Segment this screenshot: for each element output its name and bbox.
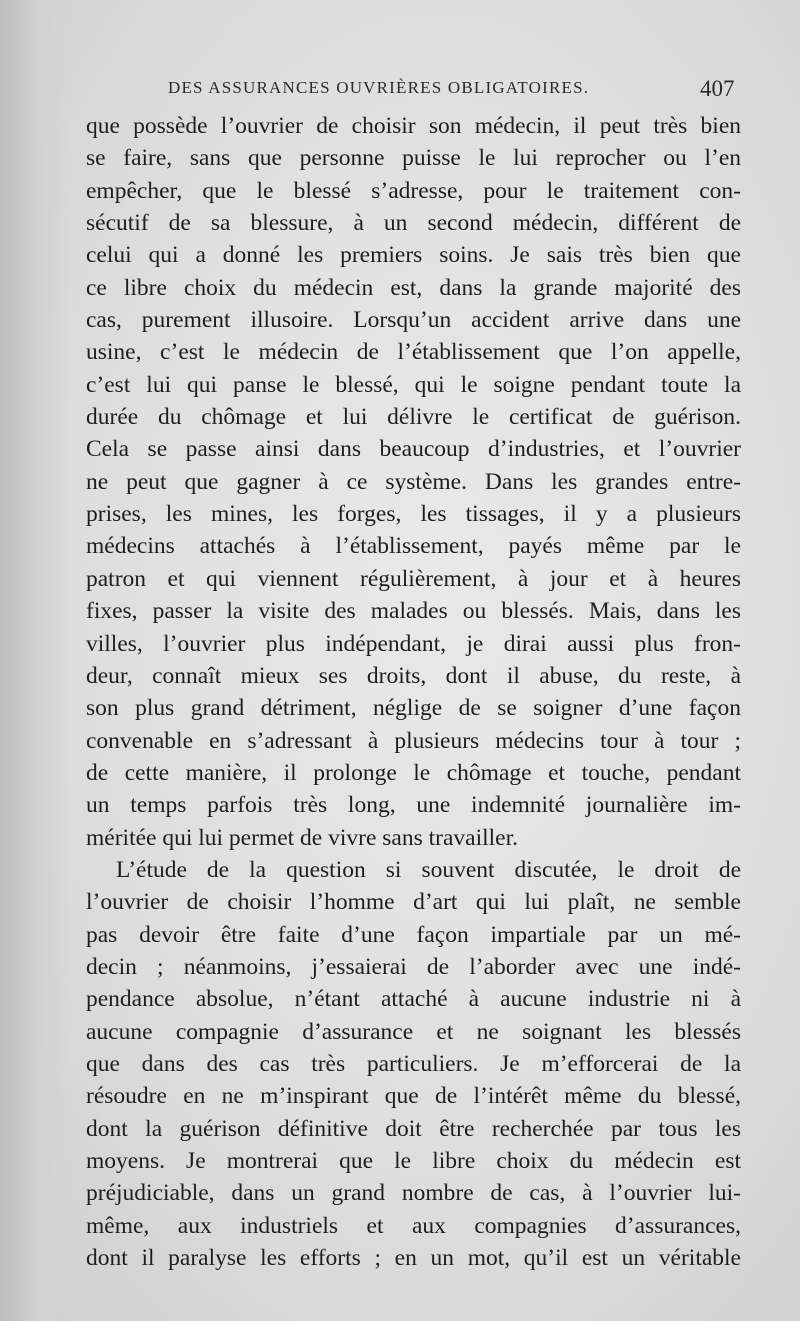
text-line: aucune compagnie d’assurance et ne soignant les blessés: [86, 1018, 741, 1045]
text-line: L’étude de la question si souvent discutée, le droit de: [116, 856, 741, 883]
text-line: que dans des cas très particuliers. Je m’efforcerai de la: [86, 1050, 741, 1077]
text-line: patron et qui viennent régulièrement, à jour et à heures: [86, 565, 741, 592]
text-line: c’est lui qui panse le blessé, qui le soigne pendant toute la: [86, 371, 741, 398]
text-line: durée du chômage et lui délivre le certificat de guérison.: [86, 404, 741, 431]
text-line: usine, c’est le médecin de l’établissement que l’on appelle,: [86, 339, 741, 366]
text-line: convenable en s’adressant à plusieurs médecins tour à tour ;: [86, 727, 741, 754]
text-line: dont il paralyse les efforts ; en un mot, qu’il est un véritable: [86, 1245, 741, 1272]
text-line: se faire, sans que personne puisse le lui reprocher ou l’en: [86, 145, 741, 172]
page-number: 407: [700, 76, 735, 101]
text-line: prises, les mines, les forges, les tissages, il y a plusieurs: [86, 501, 741, 528]
text-line: l’ouvrier de choisir l’homme d’art qui lui plaît, ne semble: [86, 889, 741, 916]
text-line: moyens. Je montrerai que le libre choix du médecin est: [86, 1148, 741, 1174]
text-line: pas devoir être faite d’une façon impartiale par un mé-: [86, 921, 741, 948]
text-line: son plus grand détriment, néglige de se soigner d’une façon: [86, 695, 741, 722]
text-line: ne peut que gagner à ce système. Dans les grandes entre-: [86, 468, 741, 495]
text-line: médecins attachés à l’établissement, payés même par le: [86, 533, 741, 560]
text-line: de cette manière, il prolonge le chômage et touche, pendant: [86, 759, 741, 786]
text-line: que possède l’ouvrier de choisir son médecin, il peut très bien: [86, 113, 741, 139]
text-line: un temps parfois très long, une indemnité journalière im-: [86, 792, 741, 819]
running-title: DES ASSURANCES OUVRIÈRES OBLIGATOIRES.: [168, 78, 590, 97]
text-line: sécutif de sa blessure, à un second médecin, différent de: [86, 210, 741, 237]
text-line: pendance absolue, n’étant attaché à aucune industrie ni à: [86, 986, 741, 1013]
paragraph-1: [86, 110, 741, 854]
text-line: dont la guérison définitive doit être recherchée par tous les: [86, 1115, 741, 1142]
running-head: [168, 76, 768, 106]
text-line: méritée qui lui permet de vivre sans travailler.: [86, 824, 518, 851]
text-line: même, aux industriels et aux compagnies d’assurances,: [86, 1212, 741, 1239]
text-line: decin ; néanmoins, j’essaierai de l’aborder avec une indé-: [86, 953, 741, 980]
text-line: Cela se passe ainsi dans beaucoup d’industries, et l’ouvrier: [86, 436, 741, 463]
text-line: villes, l’ouvrier plus indépendant, je dirai aussi plus fron-: [86, 630, 741, 657]
text-line: fixes, passer la visite des malades ou blessés. Mais, dans les: [86, 598, 741, 625]
page-gutter-shadow: [0, 0, 70, 1321]
text-line: empêcher, que le blessé s’adresse, pour le traitement con-: [86, 177, 741, 204]
text-line: celui qui a donné les premiers soins. Je sais très bien que: [86, 242, 741, 269]
paragraph-2: [86, 854, 741, 1274]
text-line: ce libre choix du médecin est, dans la grande majorité des: [86, 274, 741, 301]
text-line: cas, purement illusoire. Lorsqu’un accident arrive dans une: [86, 307, 741, 334]
text-line: résoudre en ne m’inspirant que de l’intérêt même du blessé,: [86, 1083, 741, 1110]
text-line: deur, connaît mieux ses droits, dont il abuse, du reste, à: [86, 662, 741, 689]
text-line: préjudiciable, dans un grand nombre de cas, à l’ouvrier lui-: [86, 1180, 741, 1207]
body-text: [86, 110, 741, 1274]
